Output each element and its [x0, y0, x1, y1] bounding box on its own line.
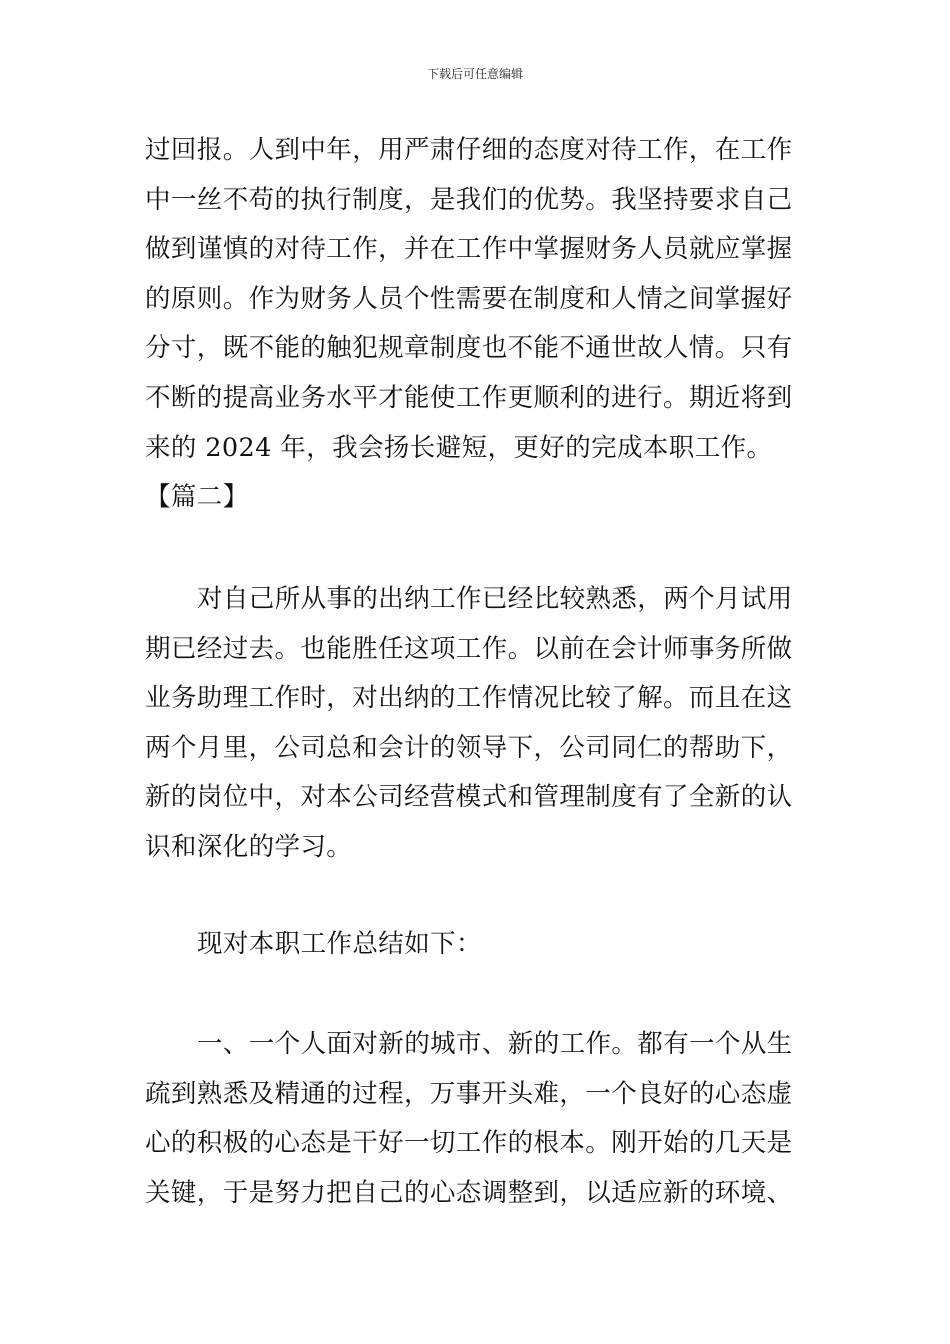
paragraph-line: 两个月里，公司总和会计的领导下，公司同仁的帮助下，: [145, 732, 793, 763]
section-heading: [145, 473, 807, 523]
paragraph-3: [145, 920, 807, 970]
paragraph-line: 中一丝不苟的执行制度，是我们的优势。我坚持要求自己: [145, 184, 793, 215]
paragraph-line: 疏到熟悉及精通的过程，万事开头难，一个良好的心态虚: [145, 1078, 793, 1109]
paragraph-line: 心的积极的心态是干好一切工作的根本。刚开始的几天是: [145, 1128, 793, 1159]
paragraph-line: 不断的提高业务水平才能使工作更顺利的进行。期近将到: [145, 382, 793, 413]
paragraph-line: 过回报。人到中年，用严肃仔细的态度对待工作，在工作: [145, 135, 793, 165]
paragraph-line: 对自己所从事的出纳工作已经比较熟悉，两个月试用: [197, 584, 793, 614]
section-heading-text: 【篇二】: [145, 482, 249, 512]
paragraph-line: 一、一个人面对新的城市、新的工作。都有一个从生: [197, 1029, 793, 1059]
paragraph-line: 分寸，既不能的触犯规章制度也不能不通世故人情。只有: [145, 333, 793, 364]
paragraph-line: 业务助理工作时，对出纳的工作情况比较了解。而且在这: [145, 683, 793, 714]
paragraph-2: [145, 575, 807, 873]
paragraph-line: 现对本职工作总结如下：: [197, 929, 482, 959]
paragraph-1: [145, 126, 807, 473]
paragraph-line: 来的 2024 年，我会扬长避短，更好的完成本职工作。: [145, 432, 773, 463]
paragraph-line: 做到谨慎的对待工作，并在工作中掌握财务人员就应掌握: [145, 234, 793, 265]
paragraph-line: 识和深化的学习。: [145, 831, 353, 862]
page-header-note: 下载后可任意编辑: [426, 67, 523, 81]
paragraph-4: [145, 1020, 807, 1218]
paragraph-line: 的原则。作为财务人员个性需要在制度和人情之间掌握好: [145, 283, 793, 314]
paragraph-line: 期已经过去。也能胜任这项工作。以前在会计师事务所做: [145, 633, 793, 664]
paragraph-line: 关键，于是努力把自己的心态调整到，以适应新的环境、: [145, 1177, 793, 1208]
paragraph-line: 新的岗位中，对本公司经营模式和管理制度有了全新的认: [145, 782, 793, 813]
